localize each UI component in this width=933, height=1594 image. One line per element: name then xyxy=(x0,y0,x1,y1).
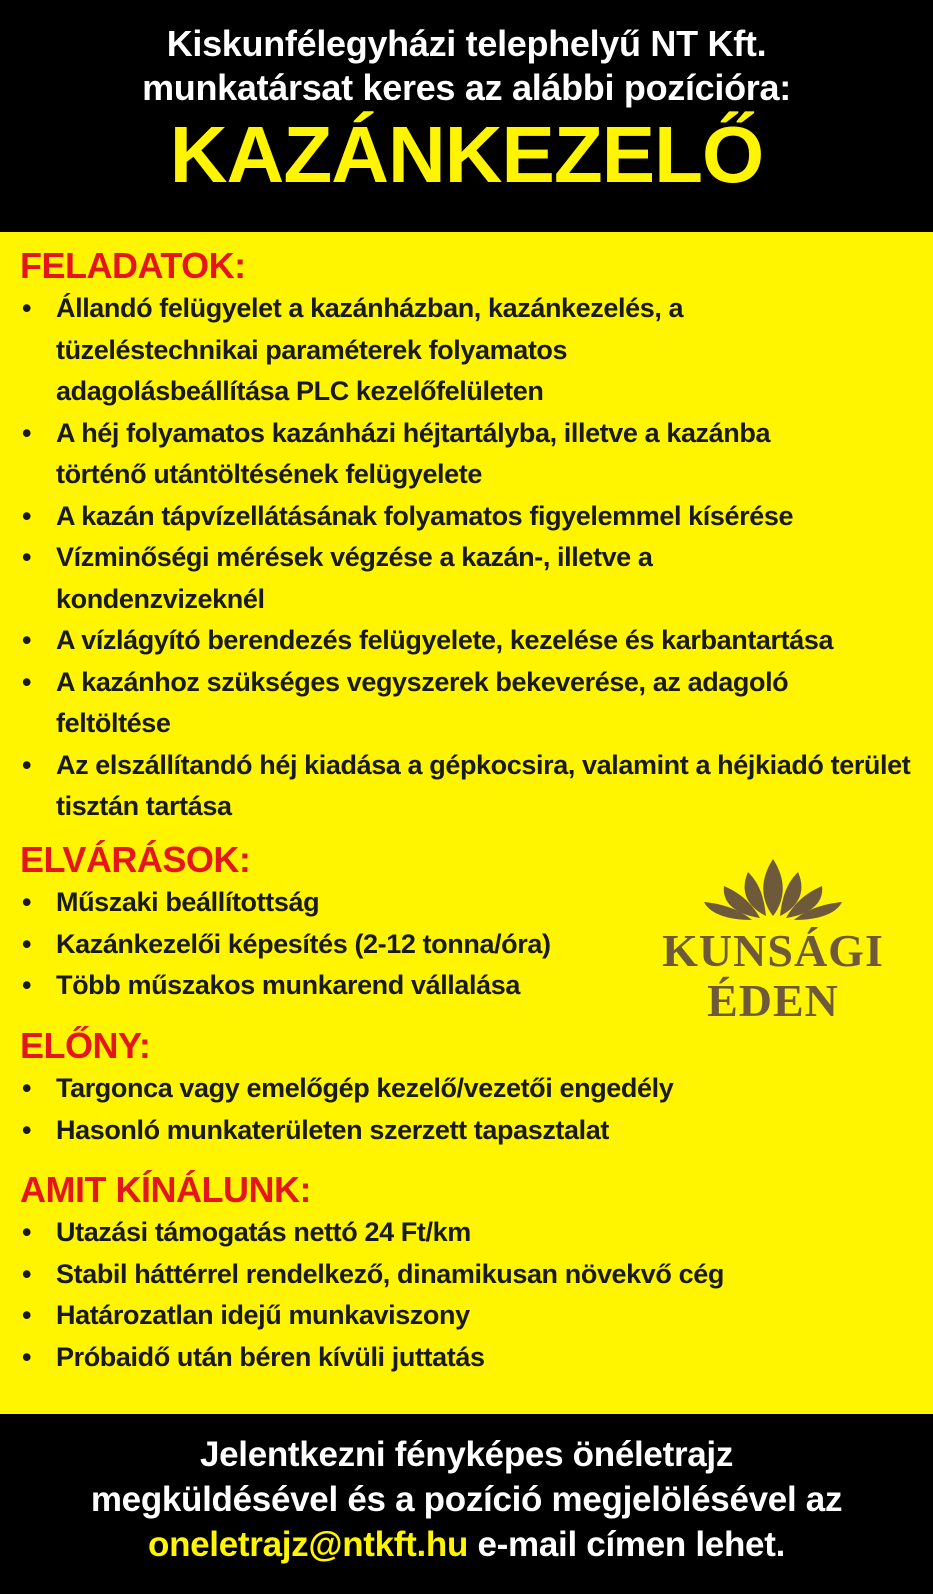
feladatok-list xyxy=(20,288,910,828)
footer-line-1: Jelentkezni fényképes önéletrajz xyxy=(199,1435,734,1474)
elony-list xyxy=(20,1068,910,1151)
list-item: • Több műszakos munkarend vállalása xyxy=(20,965,640,1007)
kunsagi-eden-logo xyxy=(648,854,898,1032)
content-area xyxy=(0,232,933,1414)
list-item: • Utazási támogatás nettó 24 Ft/km xyxy=(20,1212,910,1254)
list-item: • Kazánkezelői képesítés (2-12 tonna/óra) xyxy=(20,924,640,966)
list-item: • A kazánhoz szükséges vegyszerek bekeverése, az adagoló feltöltése xyxy=(20,662,866,745)
lotus-flower-icon xyxy=(648,854,898,934)
list-item: • A kazán tápvízellátásának folyamatos figyelemmel kísérése xyxy=(20,496,910,538)
section-kinalunk xyxy=(20,1168,910,1378)
section-title-elony: ELŐNY: xyxy=(20,1025,151,1066)
section-elvarasok xyxy=(20,838,640,1007)
kinalunk-list xyxy=(20,1212,910,1378)
footer-line-3 xyxy=(0,1522,933,1567)
email-link[interactable]: oneletrajz@ntkft.hu xyxy=(147,1525,469,1564)
list-item: • Állandó felügyelet a kazánházban, kazánkezelés, a tüzeléstechnikai paraméterek folyamatos adagolásbeállítása PLC kezelőfelületen xyxy=(20,288,736,413)
header-banner xyxy=(0,0,933,232)
list-item: • Műszaki beállítottság xyxy=(20,882,640,924)
header-company-line: Kiskunfélegyházi telephelyű NT Kft. xyxy=(166,23,767,64)
list-item: • Targonca vagy emelőgép kezelő/vezetői engedély xyxy=(20,1068,910,1110)
list-item: • A héj folyamatos kazánházi héjtartályba, illetve a kazánba történő utántöltésének felügyelete xyxy=(20,413,866,496)
list-item: • Hasonló munkaterületen szerzett tapasztalat xyxy=(20,1110,910,1152)
section-elony xyxy=(20,1024,910,1151)
logo-word-eden: ÉDEN xyxy=(707,975,839,1026)
logo-word-kunsagi: KUNSÁGI xyxy=(662,925,884,976)
footer-line-3-suffix: e-mail címen lehet. xyxy=(468,1525,785,1564)
list-item: • Vízminőségi mérések végzése a kazán-, illetve a kondenzvizeknél xyxy=(20,537,736,620)
section-title-kinalunk: AMIT KÍNÁLUNK: xyxy=(20,1169,311,1210)
list-item: • Határozatlan idejű munkaviszony xyxy=(20,1295,910,1337)
list-item: • A vízlágyító berendezés felügyelete, kezelése és karbantartása xyxy=(20,620,910,662)
footer-line-2: megküldésével és a pozíció megjelölésével az xyxy=(90,1480,843,1519)
list-item: • Stabil háttérrel rendelkező, dinamikusan növekvő cég xyxy=(20,1254,910,1296)
footer-banner xyxy=(0,1414,933,1594)
section-title-feladatok: FELADATOK: xyxy=(20,245,246,286)
header-subtitle-line: munkatársat keres az alábbi pozícióra: xyxy=(142,67,791,108)
list-item: • Próbaidő után béren kívüli juttatás xyxy=(20,1337,910,1379)
section-title-elvarasok: ELVÁRÁSOK: xyxy=(20,839,251,880)
section-feladatok xyxy=(20,244,910,828)
elvarasok-list xyxy=(20,882,640,1007)
position-title: KAZÁNKEZELŐ xyxy=(169,110,764,199)
list-item: • Az elszállítandó héj kiadása a gépkocsira, valamint a héjkiadó terület tisztán tartása xyxy=(20,745,916,828)
